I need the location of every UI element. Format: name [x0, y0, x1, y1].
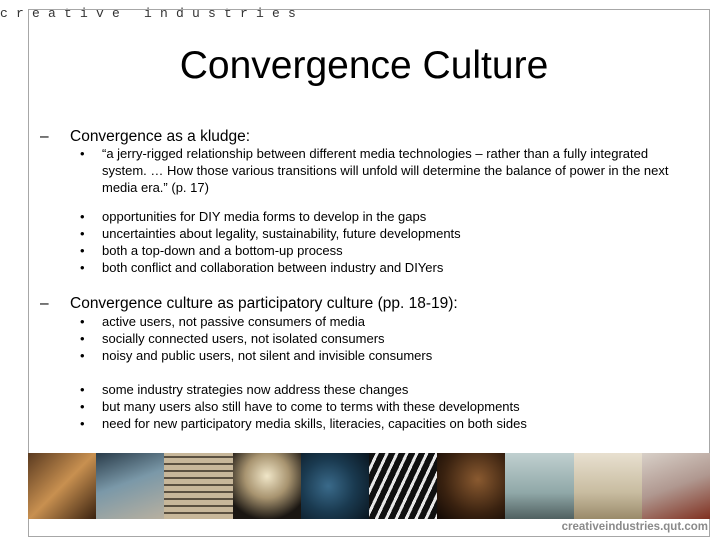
figure-photo — [505, 453, 573, 519]
silhouette-photo — [233, 453, 301, 519]
slide-title: Convergence Culture — [179, 44, 549, 87]
list-item-text: some industry strategies now address these changes — [102, 382, 409, 397]
photo-strip — [28, 453, 710, 519]
section1-quote: “a jerry-rigged relationship between different media technologies – rather than a fully integrated system. … How those various transitions will unfold will determine the balance of power in the next media era.” (p. 17) — [102, 146, 669, 195]
list-item-text: need for new participatory media skills, literacies, capacities on both sides — [102, 416, 527, 431]
bullet-marker: • — [80, 314, 85, 329]
crowd-photo — [642, 453, 710, 519]
list-item-text: but many users also still have to come to terms with these developments — [102, 399, 520, 414]
stripes-photo — [369, 453, 437, 519]
brand-label: creative industries — [0, 6, 305, 21]
building-photo — [164, 453, 232, 519]
list-item-text: opportunities for DIY media forms to develop in the gaps — [102, 209, 427, 224]
bullet-marker: • — [80, 260, 85, 275]
list-item-text: both a top-down and a bottom-up process — [102, 243, 343, 258]
list-item-text: socially connected users, not isolated consumers — [102, 331, 385, 346]
list-item-text: uncertainties about legality, sustainability, future developments — [102, 226, 461, 241]
bullet-marker: • — [80, 243, 85, 258]
section2-heading-text: Convergence culture as participatory culture (pp. 18-19): — [70, 295, 458, 312]
bullet-marker: • — [80, 382, 85, 397]
section1-heading-text: Convergence as a kludge: — [70, 128, 251, 145]
dancer-photo — [28, 453, 96, 519]
dash-marker: – — [40, 295, 49, 312]
walker-photo — [574, 453, 642, 519]
bullet-marker: • — [80, 226, 85, 241]
dash-marker: – — [40, 128, 49, 145]
list-item-text: both conflict and collaboration between industry and DIYers — [102, 260, 444, 275]
footer-url: creativeindustries.qut.com — [561, 521, 708, 533]
list-item-text: noisy and public users, not silent and invisible consumers — [102, 348, 433, 363]
list-item-text: active users, not passive consumers of media — [102, 314, 366, 329]
branches-photo — [437, 453, 505, 519]
umbrella-photo — [96, 453, 164, 519]
bullet-marker: • — [80, 348, 85, 363]
bullet-marker: • — [80, 209, 85, 224]
texture-photo — [301, 453, 369, 519]
bullet-marker: • — [80, 146, 85, 161]
bullet-marker: • — [80, 399, 85, 414]
bullet-marker: • — [80, 331, 85, 346]
bullet-marker: • — [80, 416, 85, 431]
